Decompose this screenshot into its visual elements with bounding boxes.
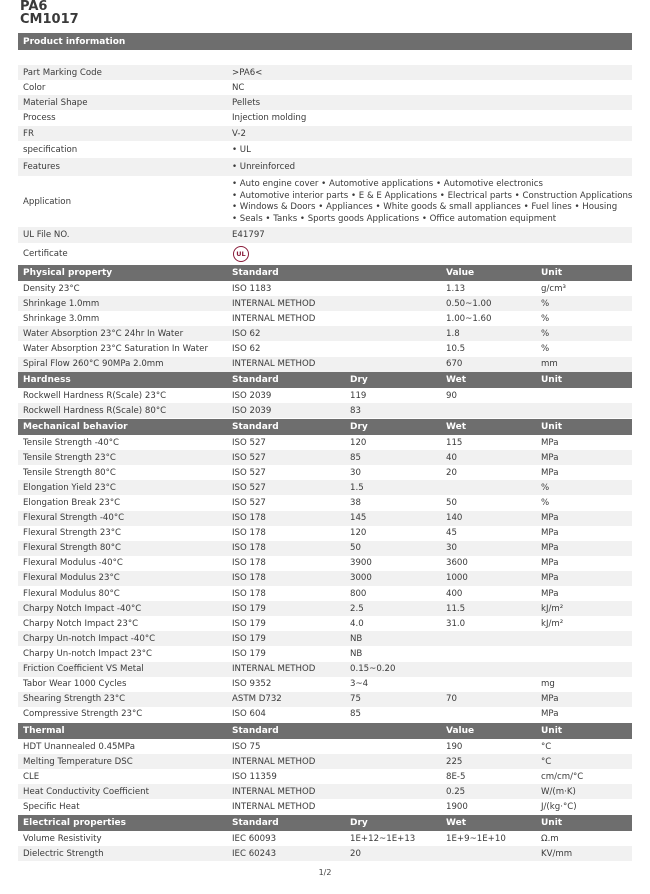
table-cell: ISO 178 [232,588,266,599]
field-label: FR [23,128,34,139]
table-cell: Friction Coefficient VS Metal [23,664,144,675]
column-header: Unit [541,818,563,828]
table-cell: % [541,482,550,493]
column-header: Wet [446,818,467,828]
column-header: Standard [232,268,279,278]
table-cell: % [541,313,550,324]
field-label: UL File NO. [23,230,70,240]
mechanical-behavior-row [18,526,632,541]
table-cell: 1.8 [446,328,460,339]
table-cell: 50 [350,543,361,554]
table-cell: °C [541,741,552,752]
product-grade-title: CM1017 [20,12,79,27]
table-cell: ISO 2039 [232,405,272,416]
mechanical-behavior-row [18,631,632,646]
table-cell: CLE [23,771,40,782]
table-cell: 1E+9~1E+10 [446,833,506,844]
section-title: Product information [23,36,126,47]
table-cell: INTERNAL METHOD [232,313,316,324]
column-header: Wet [446,422,467,432]
application-list [232,179,632,225]
column-header: Value [446,726,475,736]
table-cell: Elongation Break 23°C [23,497,121,508]
table-cell: MPa [541,437,559,448]
table-cell: ISO 178 [232,528,266,539]
table-cell: Flexural Modulus -40°C [23,558,123,569]
thermal-header [18,723,632,739]
mechanical-behavior-row [18,707,632,722]
table-cell: 2.5 [350,603,364,614]
product-info-row [18,141,632,158]
table-cell: 1.5 [350,482,364,493]
table-cell: Water Absorption 23°C Saturation In Water [23,343,208,354]
table-cell: Flexural Modulus 23°C [23,573,120,584]
table-cell: 800 [350,588,367,599]
table-cell: ISO 2039 [232,390,272,401]
table-cell: ISO 75 [232,741,261,752]
column-header: Unit [541,726,563,736]
thermal-row [18,769,632,784]
table-cell: 70 [446,694,457,705]
column-header: Standard [232,375,279,385]
table-cell: kJ/m² [541,618,564,629]
mechanical-behavior-row [18,541,632,556]
table-cell: % [541,298,550,309]
table-cell: W/(m·K) [541,786,576,797]
table-cell: 85 [350,709,361,720]
table-cell: °C [541,756,552,767]
column-header: Unit [541,375,563,385]
table-cell: Flexural Strength -40°C [23,513,125,524]
column-header: Wet [446,375,467,385]
table-cell: 190 [446,741,463,752]
table-cell: Water Absorption 23°C 24hr In Water [23,328,184,339]
table-cell: Charpy Notch Impact -40°C [23,603,142,614]
product-information-header [18,33,632,50]
table-cell: ISO 179 [232,633,266,644]
mechanical-behavior-row [18,450,632,465]
electrical-properties-row [18,831,632,846]
table-cell: 119 [350,390,367,401]
field-label: Certificate [23,248,68,259]
column-header: Value [446,268,475,278]
field-value: NC [232,82,245,93]
table-cell: 20 [350,848,361,859]
table-cell: 140 [446,513,463,524]
product-info-row [18,80,632,95]
field-label: Material Shape [23,97,88,108]
table-cell: ISO 62 [232,328,261,339]
table-cell: Charpy Notch Impact 23°C [23,618,139,629]
column-header: Dry [350,375,368,385]
field-label: Features [23,162,60,172]
table-cell: Specific Heat [23,801,80,812]
column-header: Standard [232,818,279,828]
electrical-properties-row [18,846,632,861]
column-header: Mechanical behavior [23,422,128,432]
table-cell: Charpy Un-notch Impact 23°C [23,648,153,659]
table-cell: 31.0 [446,618,466,629]
table-cell: 3600 [446,558,468,569]
table-cell: INTERNAL METHOD [232,359,316,370]
product-family-title: PA6 [20,0,48,14]
mechanical-behavior-row [18,435,632,450]
column-header: Unit [541,268,563,278]
product-info-row [18,158,632,176]
table-cell: Melting Temperature DSC [23,756,133,767]
table-cell: ISO 178 [232,543,266,554]
table-cell: mg [541,679,555,690]
table-cell: Flexural Strength 80°C [23,543,122,554]
table-cell: 0.50~1.00 [446,298,492,309]
field-value: Injection molding [232,113,307,123]
table-cell: Shrinkage 3.0mm [23,313,100,324]
mechanical-behavior-row [18,677,632,692]
table-cell: Flexural Strength 23°C [23,528,122,539]
mechanical-behavior-row [18,646,632,661]
table-cell: 225 [446,756,463,767]
thermal-row [18,799,632,814]
table-cell: 3000 [350,573,372,584]
table-cell: NB [350,633,363,644]
table-cell: Volume Resistivity [23,833,102,844]
table-cell: 1000 [446,573,468,584]
mechanical-behavior-row [18,616,632,631]
physical-property-row [18,326,632,341]
column-header: Thermal [23,726,65,736]
mechanical-behavior-row [18,495,632,510]
table-cell: 40 [446,452,457,463]
table-cell: ISO 62 [232,343,261,354]
hardness-row [18,403,632,418]
table-cell: 1900 [446,801,468,812]
table-cell: Density 23°C [23,283,80,294]
field-value: • Unreinforced [232,162,296,172]
application-row [18,177,632,227]
table-cell: MPa [541,573,559,584]
table-cell: 1.00~1.60 [446,313,492,324]
product-info-row [18,110,632,126]
table-cell: 145 [350,513,367,524]
table-cell: MPa [541,467,559,478]
thermal-row [18,739,632,754]
table-cell: Flexural Modulus 80°C [23,588,120,599]
field-label: specification [23,144,78,155]
field-value: Pellets [232,97,261,108]
table-cell: 115 [446,437,463,448]
table-cell: MPa [541,452,559,463]
table-cell: Compressive Strength 23°C [23,709,143,720]
table-cell: 3900 [350,558,372,569]
column-header: Hardness [23,375,71,385]
field-value: >PA6< [232,67,263,78]
table-cell: Rockwell Hardness R(Scale) 23°C [23,390,167,401]
field-label: Application [23,197,72,207]
application-line: • Windows & Doors • Appliances • White goods & small appliances • Fuel lines • Housing [232,202,618,212]
table-cell: Tabor Wear 1000 Cycles [23,679,127,690]
table-cell: Elongation Yield 23°C [23,482,116,493]
field-label: Process [23,113,56,123]
table-cell: ISO 527 [232,497,266,508]
table-cell: 38 [350,497,361,508]
field-label: Part Marking Code [23,67,102,78]
column-header: Electrical properties [23,818,127,828]
table-cell: 1E+12~1E+13 [350,833,416,844]
table-cell: INTERNAL METHOD [232,756,316,767]
column-header: Dry [350,422,368,432]
table-cell: % [541,497,550,508]
table-cell: 83 [350,405,361,416]
table-cell: 1.13 [446,283,466,294]
table-cell: 11.5 [446,603,466,614]
table-cell: MPa [541,513,559,524]
table-cell: 85 [350,452,361,463]
table-cell: Spiral Flow 260°C 90MPa 2.0mm [23,359,164,370]
application-line: • Auto engine cover • Automotive applications • Automotive electronics [232,179,543,189]
column-header: Physical property [23,268,113,278]
ul-certification-icon: UL [233,246,249,262]
table-cell: 30 [350,467,361,478]
physical-property-row [18,311,632,326]
mechanical-behavior-header [18,419,632,435]
table-cell: IEC 60093 [232,833,277,844]
table-cell: Tensile Strength 23°C [23,452,116,463]
table-cell: INTERNAL METHOD [232,786,316,797]
application-line: • Automotive interior parts • E & E Applications • Electrical parts • Construction Applications [232,190,633,201]
mechanical-behavior-row [18,571,632,586]
column-header: Standard [232,422,279,432]
mechanical-behavior-row [18,692,632,707]
table-cell: ISO 604 [232,709,266,720]
table-cell: ISO 1183 [232,283,272,294]
column-header: Unit [541,422,563,432]
thermal-row [18,754,632,769]
table-cell: Heat Conductivity Coefficient [23,786,149,797]
table-cell: MPa [541,558,559,569]
certificate-row [18,243,632,264]
application-line: • Seals • Tanks • Sports goods Applications • Office automation equipment [232,213,557,224]
table-cell: ISO 11359 [232,771,277,782]
table-cell: ISO 178 [232,573,266,584]
table-cell: MPa [541,543,559,554]
hardness-row [18,388,632,403]
table-cell: ISO 527 [232,452,266,463]
table-cell: 0.15~0.20 [350,664,396,675]
field-label: Color [23,82,46,93]
table-cell: 120 [350,437,367,448]
table-cell: MPa [541,528,559,539]
table-cell: KV/mm [541,848,573,859]
table-cell: ISO 527 [232,482,266,493]
physical-property-row [18,296,632,311]
table-cell: Dielectric Strength [23,848,104,859]
table-cell: g/cm³ [541,283,566,294]
table-cell: IEC 60243 [232,848,277,859]
table-cell: % [541,328,550,339]
table-cell: kJ/m² [541,603,564,614]
table-cell: 30 [446,543,457,554]
table-cell: J/(kg·°C) [541,801,577,812]
mechanical-behavior-row [18,586,632,601]
ul-file-row [18,227,632,243]
table-cell: ASTM D732 [232,694,282,705]
mechanical-behavior-row [18,601,632,616]
table-cell: ISO 179 [232,648,266,659]
physical-property-header [18,265,632,281]
table-cell: % [541,343,550,354]
product-info-row [18,126,632,141]
mechanical-behavior-row [18,465,632,480]
table-cell: NB [350,648,363,659]
physical-property-row [18,281,632,296]
physical-property-row [18,357,632,372]
table-cell: 120 [350,528,367,539]
table-cell: ISO 179 [232,603,266,614]
table-cell: 0.25 [446,786,466,797]
table-cell: ISO 527 [232,437,266,448]
table-cell: ISO 527 [232,467,266,478]
physical-property-row [18,341,632,356]
field-value: V-2 [232,128,246,139]
table-cell: 400 [446,588,463,599]
table-cell: 90 [446,390,457,401]
table-cell: 3~4 [350,679,369,690]
table-cell: 670 [446,359,463,370]
table-cell: Shearing Strength 23°C [23,694,126,705]
table-cell: 75 [350,694,361,705]
table-cell: MPa [541,709,559,720]
table-cell: ISO 178 [232,558,266,569]
table-cell: Tensile Strength 80°C [23,467,116,478]
table-cell: Ω.m [541,833,559,844]
table-cell: Tensile Strength -40°C [23,437,120,448]
table-cell: INTERNAL METHOD [232,664,316,675]
page-number: 1/2 [318,868,332,877]
table-cell: 10.5 [446,343,466,354]
table-cell: MPa [541,588,559,599]
table-cell: 4.0 [350,618,364,629]
electrical-properties-header [18,815,632,831]
table-cell: cm/cm/°C [541,771,584,782]
table-cell: ISO 178 [232,513,266,524]
thermal-row [18,784,632,799]
column-header: Standard [232,726,279,736]
mechanical-behavior-row [18,511,632,526]
table-cell: ISO 179 [232,618,266,629]
table-cell: ISO 9352 [232,679,272,690]
mechanical-behavior-row [18,662,632,677]
product-info-row [18,95,632,110]
table-cell: HDT Unannealed 0.45MPa [23,741,135,752]
mechanical-behavior-row [18,556,632,571]
table-cell: 8E-5 [446,771,466,782]
table-cell: Charpy Un-notch Impact -40°C [23,633,156,644]
table-cell: INTERNAL METHOD [232,298,316,309]
hardness-header [18,372,632,388]
table-cell: 45 [446,528,457,539]
table-cell: INTERNAL METHOD [232,801,316,812]
table-cell: MPa [541,694,559,705]
column-header: Dry [350,818,368,828]
mechanical-behavior-row [18,480,632,495]
table-cell: 50 [446,497,457,508]
field-value: E41797 [232,230,265,240]
table-cell: Rockwell Hardness R(Scale) 80°C [23,405,167,416]
field-value: • UL [232,144,251,155]
table-cell: Shrinkage 1.0mm [23,298,100,309]
table-cell: 20 [446,467,457,478]
table-cell: mm [541,359,558,370]
product-info-row [18,65,632,80]
